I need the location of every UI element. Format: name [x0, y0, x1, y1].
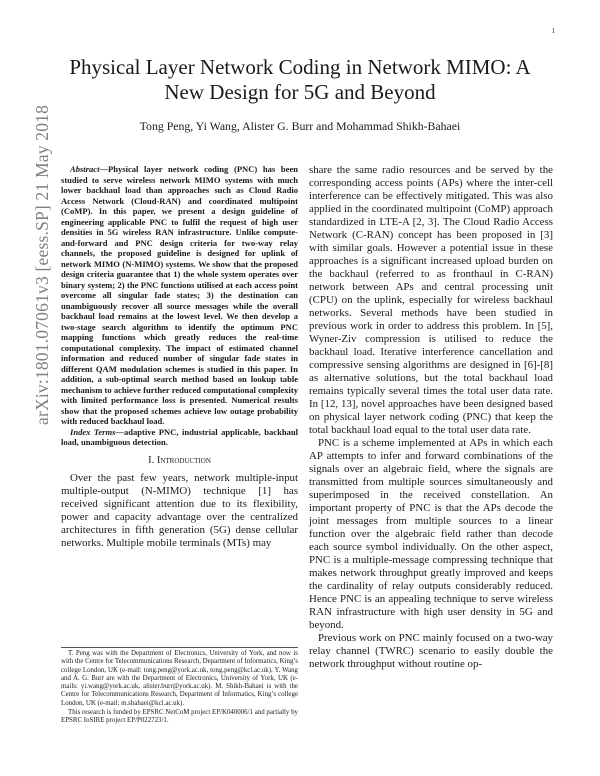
body-paragraph: PNC is a scheme implemented at APs in which each AP attempts to infer and forward combinations of the signals over an algebraic field, where the signals are transmitted from multiple sources simultaneously and superimposed in the received constellation. An important property of PNC is that the APs decode the joint messages from multiple sources to a linear function over the algebraic field rather than decode each source symbol individually. On the other aspect, PNC is a multiple-message compressing technique that makes network throughput greatly improved and keeps the cardinality of relay outputs considerably reduced. Hence PNC is an appealing technique to serve wireless RAN infrastructure with high user density in 5G and beyond. [309, 437, 553, 631]
abstract-text: —Physical layer network coding (PNC) has been studied to serve wireless network MIMO systems with much lower backhaul load than approaches such as Cloud Radio Access Network (Cloud-RAN) and coordinated multipoint (CoMP). In this paper, we present a design guideline of engineering applicable PNC to fulfil the request of high user densities in 5G wireless RAN infrastructure. Unlike compute-and-forward and PNC design criteria for two-way relay channels, the proposed guideline is designed for uplink of network MIMO (N-MIMO) systems. We show that the proposed design criteria guarantee that 1) the whole system operates over binary system; 2) the PNC functions utilised at each access point overcome all singular fade states; 3) the destination can unambiguously recover all source messages while the overall backhaul load remains at the lowest level. We then develop a two-stage search algorithm to identify the optimum PNC mapping functions which greatly reduces the real-time computational complexity. The impact of estimated channel information and reduced number of singular fade states in different QAM modulation schemes is studied in this paper. In addition, a sub-optimal search method based on lookup table mechanism to achieve further reduced computational complexity with limited performance loss is presented. Numerical results show that the proposed schemes achieve low outage probability with reduced backhaul load. [61, 164, 298, 426]
section-heading-introduction: I. Introduction [148, 454, 211, 466]
footnote-funding: This research is funded by EPSRC NetCoM project EP/K040006/1 and partially by EPSRC IoSIRE project EP/P022723/1. [61, 709, 298, 725]
author-list: Tong Peng, Yi Wang, Alister G. Burr and Mohammad Shikh-Bahaei [139, 119, 461, 133]
arxiv-identifier-stamp: arXiv:1801.07061v3 [eess.SP] 21 May 2018 [32, 104, 52, 425]
footnotes [61, 647, 298, 726]
page-number: 1 [551, 27, 555, 35]
right-column [309, 164, 553, 671]
index-terms-label: Index Terms [70, 426, 116, 437]
intro-paragraph: Over the past few years, network multiple-input multiple-output (N-MIMO) technique [1] has received significant attention due to its flexibility, power and capacity advantage over the centralized architectures in fifth generation (5G) dense cellular networks. Multiple mobile terminals (MTs) may [61, 471, 298, 549]
footnote-affiliations: T. Peng was with the Department of Electronics, University of York, and now is with the Centre for Telecommunications Research, Department of Informatics, King’s college London, UK (e-mail: tong.peng@york.ac.uk, tong.peng@kcl.ac.uk). Y. Wang and A. G. Burr are with the Department of Electronics, University of York, UK (e-mails: yi.wang@york.ac.uk, alister.burr@york.ac.uk). M. Shikh-Bahaei is with the Centre for Telecommunications Research, Department of Informatics, King’s college London, UK (e-mail: m.sbahaei@kcl.ac.uk). [61, 650, 298, 707]
left-column [61, 164, 298, 550]
abstract-label: Abstract [70, 164, 100, 174]
body-paragraph: share the same radio resources and be served by the corresponding access points (APs) where the inter-cell interference can be effectively mitigated. This was also applied in the coordinated multipoint (CoMP) approach standardized in LTE-A [2, 3]. The Cloud Radio Access Network (C-RAN) concept has been proposed in [3] with similar goals. However a potential issue in these approaches is a significant increased upload burden on the backhaul (referred to as fronthaul in C-RAN) network between APs and central processing unit (CPU) on the uplink, especially for wireless backhaul networks. Several methods have been studied in previous work in order to address this problem. In [5], Wyner-Ziv compression is utilised to reduce the backhaul load. Iterative interference cancellation and compressive sensing algorithms are designed in [6]-[8] as alternative solutions, but the total backhaul load remains typically several times the total user data rate. In [12, 13], novel approaches have been designed based on physical layer network coding (PNC) that keep the total backhaul load equal to the total user data rate. [309, 164, 553, 436]
index-terms [61, 427, 298, 448]
index-terms-text: —adaptive PNC, industrial applicable, backhaul load, unambiguous detection. [61, 426, 298, 447]
body-paragraph: Previous work on PNC mainly focused on a two-way relay channel (TWRC) scenario to easily double the network throughput without routine op- [309, 632, 553, 670]
paper-title: Physical Layer Network Coding in Network MIMO: A New Design for 5G and Beyond [69, 55, 531, 104]
abstract [61, 164, 298, 427]
